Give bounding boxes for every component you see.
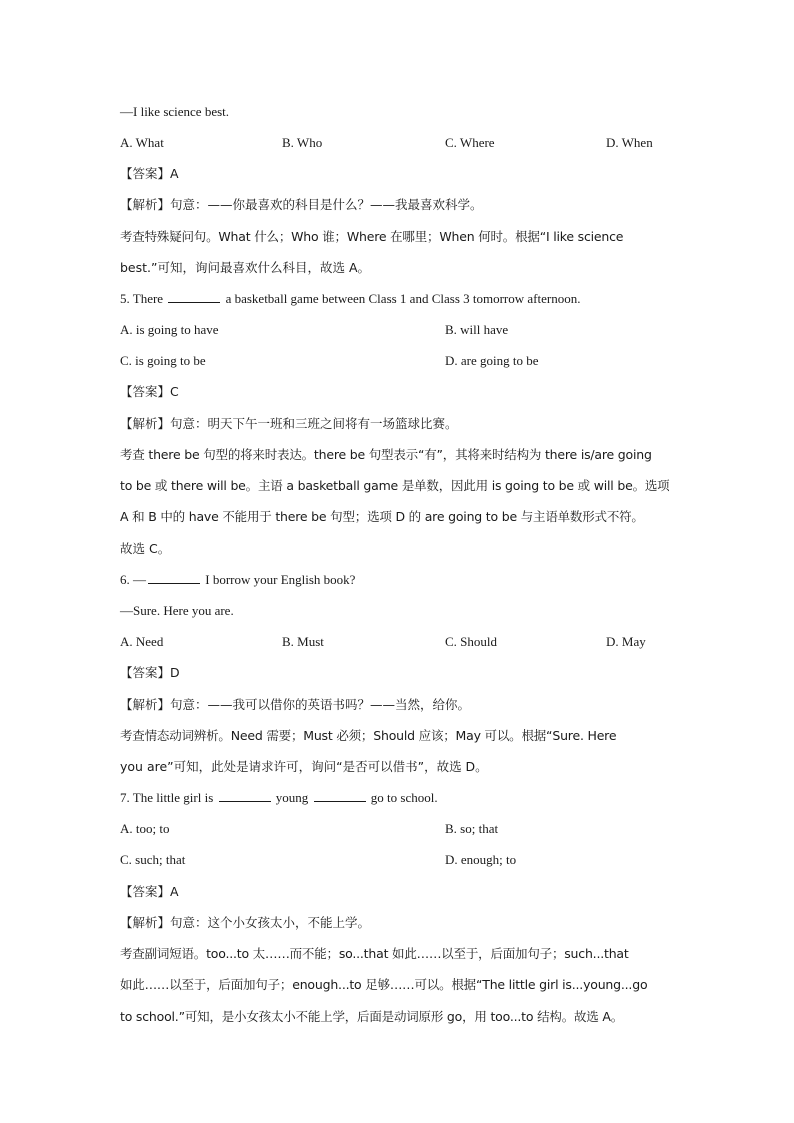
q7-answer: 【答案】A	[120, 884, 179, 899]
q7-option-c: C. such; that	[120, 852, 186, 867]
q5-option-b: B. will have	[445, 322, 509, 337]
q6-option-d: D. May	[606, 634, 646, 649]
q7-analysis-4: to school.”可知，是小女孩太小不能上学，后面是动词原形 go，用 too...to 结构。故选 A。	[120, 1009, 624, 1024]
q7-analysis-2: 考查副词短语。too...to 太……而不能；so...that 如此……以至于，后面加句子；such...that	[120, 946, 629, 961]
q5-stem-after: a basketball game between Class 1 and Class 3 tomorrow afternoon.	[225, 291, 581, 306]
q6-option-b: B. Must	[282, 634, 324, 649]
q4-option-b: B. Who	[282, 135, 323, 150]
q5-option-c: C. is going to be	[120, 353, 206, 368]
q7-option-b: B. so; that	[445, 821, 499, 836]
q5-answer: 【答案】C	[120, 384, 179, 399]
q4-option-d: D. When	[606, 135, 653, 150]
q6-analysis-1: 【解析】句意：——我可以借你的英语书吗？——当然，给你。	[120, 697, 471, 712]
q5-stem	[120, 290, 676, 308]
q5-option-a: A. is going to have	[120, 322, 219, 337]
q5-option-d: D. are going to be	[445, 353, 539, 368]
q5-analysis-4: A 和 B 中的 have 不能用于 there be 句型；选项 D 的 are going to be 与主语单数形式不符。	[120, 509, 644, 524]
q7-analysis-3: 如此……以至于，后面加句子；enough...to 足够……可以。根据“The little girl is...young...go	[120, 977, 648, 992]
q7-option-a: A. too; to	[120, 821, 170, 836]
q7-stem-middle: young	[275, 790, 309, 805]
q6-reply: —Sure. Here you are.	[120, 603, 234, 618]
q6-analysis-3: you are”可知，此处是请求许可，询问“是否可以借书”，故选 D。	[120, 759, 488, 774]
q7-stem	[120, 789, 676, 807]
q6-stem	[120, 571, 676, 589]
q4-analysis-3: best.”可知，询问最喜欢什么科目，故选 A。	[120, 260, 371, 275]
q4-analysis-1: 【解析】句意：——你最喜欢的科目是什么？——我最喜欢科学。	[120, 197, 483, 212]
q5-stem-before: 5. There	[120, 291, 164, 306]
q6-analysis-2: 考查情态动词辨析。Need 需要；Must 必须；Should 应该；May 可以。根据“Sure. Here	[120, 728, 617, 743]
q4-analysis-2: 考查特殊疑问句。What 什么；Who 谁；Where 在哪里；When 何时。根据“I like science	[120, 229, 624, 244]
q6-stem-after: I borrow your English book?	[205, 572, 356, 587]
q6-blank	[148, 571, 200, 584]
q4-option-a: A. What	[120, 135, 164, 150]
q5-analysis-5: 故选 C。	[120, 541, 171, 556]
q4-answer: 【答案】A	[120, 166, 179, 181]
q7-stem-after: go to school.	[370, 790, 438, 805]
q6-option-c: C. Should	[445, 634, 498, 649]
q4-answer-line: —I like science best.	[120, 104, 230, 119]
q4-option-c: C. Where	[445, 135, 495, 150]
q7-blank-1	[219, 789, 271, 802]
q6-stem-before: 6. —	[120, 572, 146, 587]
q7-stem-before: 7. The little girl is	[120, 790, 214, 805]
q7-option-d: D. enough; to	[445, 852, 517, 867]
q5-analysis-3: to be 或 there will be。主语 a basketball game 是单数，因此用 is going to be 或 will be。选项	[120, 478, 670, 493]
q6-answer: 【答案】D	[120, 665, 180, 680]
q7-blank-2	[314, 789, 366, 802]
q7-analysis-1: 【解析】句意：这个小女孩太小，不能上学。	[120, 915, 371, 930]
q5-analysis-2: 考查 there be 句型的将来时表达。there be 句型表示“有”，其将来时结构为 there is/are going	[120, 447, 652, 462]
q5-analysis-1: 【解析】句意：明天下午一班和三班之间将有一场篮球比赛。	[120, 416, 458, 431]
q6-option-a: A. Need	[120, 634, 164, 649]
q5-blank	[168, 290, 220, 303]
